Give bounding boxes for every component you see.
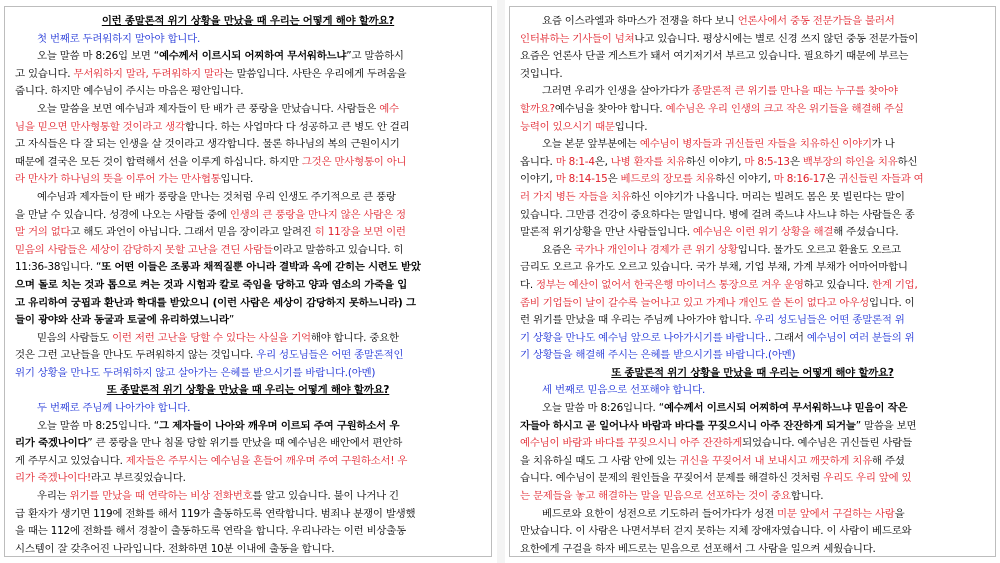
text-run: 무서워하지 말라, 두려워하지 말라 — [73, 67, 224, 80]
text-run: 이야기, — [520, 173, 556, 186]
text-run: 은, — [594, 155, 611, 168]
text-line — [15, 470, 481, 488]
text-run: 고 자식들은 다 잘 되는 인생을 살 것이라고 생각합니다. 물론 하나님의 복의 근원이시기 — [15, 138, 400, 151]
text-run: 믿음의 사람들은 세상이 감당하지 못할 고난을 견딘 사람들 — [15, 243, 273, 256]
text-line — [520, 224, 985, 242]
text-run: 리가 죽겠나이다! — [15, 472, 91, 485]
text-run: 종말론적 큰 위기를 만나을 때는 누구를 찾아야 — [692, 85, 898, 98]
text-line — [520, 31, 985, 49]
text-run: 우리는 — [37, 490, 70, 503]
text-line — [15, 189, 481, 207]
text-run: 요즘은 언론사 단골 게스트가 돼서 여기저기서 부르고 있습니다. 필요하기 때문에 부르는 — [520, 50, 909, 63]
text-run: 시스템이 잘 갖추어진 나라입니다. 전화하면 10분 이내에 출동을 합니다. — [15, 542, 335, 555]
text-run: 입니다. — [220, 173, 254, 186]
text-run: 오늘 말씀 마 8:25입니다. “ — [37, 419, 159, 432]
text-run: 리가 죽겠나이다 — [15, 437, 88, 450]
section-heading — [520, 365, 985, 383]
text-run: 고 해도 과언이 아닙니다. 그래서 믿음 장이라고 알려진 — [70, 226, 315, 239]
text-line — [520, 242, 985, 260]
text-run: 위기를 만났을 때 연락하는 비상 전화번호 — [69, 490, 253, 503]
text-run: 입니다. — [614, 120, 648, 133]
text-run: 예수님이 바람과 바다를 꾸짖으시니 아주 잔잔하게 — [520, 437, 743, 450]
right-page — [509, 6, 996, 557]
text-run: 해 주셨 — [872, 454, 905, 467]
text-line — [520, 259, 985, 277]
text-line — [520, 48, 985, 66]
text-run: 오늘 본문 앞부분에는 — [542, 138, 640, 151]
text-run: 자들아 하시고 곧 일어나사 바람과 바다를 꾸짖으시니 아주 잔잔하게 되거늘 — [520, 419, 856, 432]
text-run: 이런 저런 고난을 당할 수 있다는 사실을 기억 — [112, 331, 311, 344]
text-line — [520, 453, 985, 471]
text-run: 급 환자가 생기면 119에 전화를 해서 119가 출동하도록 연락합니다. 범죄나 분쟁이 발생했 — [15, 507, 416, 520]
text-line — [520, 119, 985, 137]
text-run: 마 8:14-15 — [555, 173, 608, 186]
text-run: 하고 있습니다. — [803, 278, 873, 291]
text-line — [15, 259, 481, 277]
text-run: 를 알고 있습니다. 불이 나거나 긴 — [252, 490, 399, 503]
section-heading — [15, 13, 481, 31]
text-run: 나병 환자를 치유 — [610, 155, 686, 168]
text-run: 또 종말론적 위기 상황을 만났을 때 우리는 어떻게 해야 할까요? — [106, 384, 390, 397]
text-line — [15, 66, 481, 84]
text-line — [520, 101, 985, 119]
text-run: 정부는 예산이 없어서 한국은행 마이너스 통장으로 겨우 운영 — [536, 278, 804, 291]
text-run: 은 — [789, 155, 803, 168]
text-run: 백부장의 하인을 치유 — [802, 155, 898, 168]
text-run: 해 주셨습니다. — [833, 226, 899, 239]
text-run: 마 8:1-4 — [555, 155, 595, 168]
text-line — [15, 523, 481, 541]
text-run: 나고 있습니다. 평상시에는 별로 신경 쓰지 않던 중동 전문가들이 — [634, 32, 919, 45]
text-line — [15, 207, 481, 225]
text-line — [15, 31, 481, 49]
text-run: 베드로의 장모를 치유 — [620, 173, 716, 186]
text-line — [15, 224, 481, 242]
text-line — [15, 488, 481, 506]
text-run: 할까요? — [520, 102, 555, 115]
text-line — [15, 506, 481, 524]
left-page — [4, 6, 492, 557]
text-run: 옵니다. — [520, 155, 556, 168]
text-run: 라고 부르짖었습니다. — [90, 472, 186, 485]
text-run: 요즘 이스라엘과 하마스가 전쟁을 하다 보니 — [542, 15, 738, 27]
text-run: 것은 그런 고난들을 만나도 두려워하지 않는 것입니다. — [15, 349, 257, 362]
text-run: 말 거의 없다 — [15, 226, 71, 239]
text-run: 입니다. 이 — [868, 296, 915, 309]
text-run: 또 어떤 이들은 조롱과 채찍질뿐 아니라 결박과 옥에 갇히는 시련도 받았 — [101, 261, 421, 274]
text-run: 예수님은 우리 인생의 크고 작은 위기들을 해결해 주실 — [665, 102, 904, 115]
text-line — [15, 277, 481, 295]
text-line — [520, 400, 985, 418]
text-line — [520, 382, 985, 400]
text-line — [520, 330, 985, 348]
text-run: 가 나 — [871, 138, 895, 151]
text-line — [15, 48, 481, 66]
text-run: 말론적 위기상황을 만난 사람들입니다. — [520, 226, 693, 239]
text-line — [520, 312, 985, 330]
text-line — [520, 83, 985, 101]
text-run: 런 위기를 만났을 때 우리는 주님께 나아가야 합니다. — [520, 314, 755, 327]
text-run: 고 있습니다. — [15, 67, 74, 80]
text-line — [15, 347, 481, 365]
text-line — [520, 171, 985, 189]
text-run: 합니다. 하는 사업마다 다 성공하고 큰 병도 안 걸리 — [184, 120, 410, 133]
text-run: 미문 앞에서 구걸하는 사람 — [777, 507, 895, 520]
text-run: 또 종말론적 위기 상황을 만났을 때 우리는 어떻게 해야 할까요? — [611, 366, 894, 379]
text-run: ” 큰 풍랑을 만나 침몰 당할 위기를 만났을 때 예수님은 배안에서 편안하 — [87, 437, 403, 450]
text-line — [15, 330, 481, 348]
text-line — [15, 242, 481, 260]
text-run: 위기 상황을 만나도 두려워하지 않고 살아가는 은혜를 받으시기를 바랍니다.(아멘) — [15, 366, 376, 379]
text-line — [520, 506, 985, 524]
text-line — [520, 66, 985, 84]
text-run: ”고 말씀하시 — [346, 50, 404, 63]
text-line — [15, 83, 481, 101]
text-line — [520, 13, 985, 31]
text-run: 그러면 우리가 인생을 살아가다가 — [542, 85, 693, 98]
text-run: 제자들은 주무시는 예수님을 흔들어 깨우며 주여 구원하소서! 우 — [125, 454, 408, 467]
text-run: 예수님이 여러 분들의 위 — [806, 331, 915, 344]
text-run: 11:36-38입니다. “ — [15, 261, 102, 274]
text-line — [15, 435, 481, 453]
text-run: 오늘 말씀을 보면 예수님과 제자들이 탄 배가 큰 풍랑을 만났습니다. 사람들은 — [37, 102, 380, 115]
text-run: 다. — [520, 278, 537, 291]
text-line — [15, 453, 481, 471]
text-run: 하신 이야기, — [685, 155, 745, 168]
text-run: 금리도 오르고 유가도 오르고 있습니다. 국가 부채, 기업 부채, 가계 부채가 어마어마합니 — [520, 261, 908, 274]
text-run: 을 때는 112에 전화를 해서 경찰이 출동하도록 연락을 합니다. 우리나라는 이런 비상출동 — [15, 525, 406, 538]
text-line — [15, 101, 481, 119]
text-run: 능력이 있으시기 때문 — [520, 120, 615, 133]
text-line — [520, 189, 985, 207]
text-run: 입니다. 물가도 오르고 환율도 오르고 — [737, 243, 901, 256]
text-run: 있습니다. 그만큼 건강이 중요하다는 말입니다. 병에 걸려 죽느냐 사느냐 하는 사람들은 종 — [520, 208, 915, 221]
text-line — [520, 541, 985, 557]
text-line — [15, 418, 481, 436]
text-run: 한계 기업, — [872, 278, 918, 291]
text-run: 마 8:16-17 — [773, 173, 826, 186]
text-run: 예수께서 이르시되 어찌하여 무서워하느냐 — [158, 50, 347, 63]
text-run: 는 문제들을 놓고 해결하는 말을 믿음으로 선포하는 것이 중요 — [520, 490, 791, 503]
text-run: 그것은 만사형통이 아니 — [301, 155, 407, 168]
text-run: 하신 이야기가 나옵니다. 머리는 빌려도 몸은 못 빌린다는 말이 — [630, 190, 905, 203]
text-run: 그 제자들이 나아와 깨우며 이르되 주여 구원하소서 우 — [158, 419, 400, 432]
text-run: 하신 이야기, — [715, 173, 774, 186]
text-run: 하신 — [897, 155, 918, 168]
text-line — [520, 523, 985, 541]
text-run: 는 말씀입니다. 사탄은 우리에게 두려움을 — [223, 67, 407, 80]
text-run: 예수님과 제자들이 탄 배가 풍랑을 만나는 것처럼 우리 인생도 주기적으로 큰 풍랑 — [37, 190, 396, 203]
text-run: 기 상황을 만나도 예수님 앞으로 나아가시기를 바랍니다. — [520, 331, 768, 344]
text-run: 라 만사가 하나님의 뜻을 이루어 가는 만사협통 — [15, 173, 221, 186]
text-run: 우리 성도님들은 어떤 종말론적 위 — [754, 314, 905, 327]
text-run: 해야 합니다. 중요한 — [310, 331, 399, 344]
text-run: 은 — [825, 173, 839, 186]
text-run: 만났습니다. 이 사람은 나면서부터 걷지 못하는 지체 장애자였습니다. 이 사람이 베드로와 — [520, 525, 912, 538]
text-run: 예수님이 병자들과 귀신들린 자들을 치유하신 이야기 — [639, 138, 872, 151]
text-line — [520, 207, 985, 225]
text-run: 때문에 결국은 모든 것이 합력해서 선을 이루게 하십니다. 하지만 — [15, 155, 302, 168]
text-run: 을 — [894, 507, 905, 520]
text-run: 줍니다. 하지만 예수님이 주시는 마음은 평안입니다. — [15, 85, 244, 98]
text-run: 것입니다. — [520, 67, 563, 80]
text-run: 합니다. — [790, 490, 824, 503]
text-line — [520, 470, 985, 488]
text-line — [15, 365, 481, 383]
text-run: 오늘 말씀 마 8:26입니다. “ — [542, 402, 664, 415]
text-run: 귀신을 꾸짖어서 내 보내시고 깨끗하게 치유 — [679, 454, 873, 467]
text-run: 을 치유하실 때도 그 사람 안에 있는 — [520, 454, 680, 467]
text-run: 으며 돌로 치는 것과 톱으로 켜는 것과 시험과 칼로 죽임을 당하고 양과 염소의 가죽을 입 — [15, 278, 408, 291]
text-run: ” — [228, 314, 235, 327]
text-line — [520, 277, 985, 295]
text-run: 우리도 우리 앞에 있 — [823, 472, 912, 485]
text-line — [15, 295, 481, 313]
text-run: 언론사에서 중동 전문가들을 불러서 — [737, 15, 895, 27]
text-run: 좀비 기업들이 날이 갈수록 늘어나고 있고 가계나 개인도 쓸 돈이 없다고 아우성 — [520, 296, 869, 309]
text-run: 첫 번째로 두려워하지 말아야 합니다. — [37, 32, 201, 45]
text-run: 예수께서 이르시되 어찌하여 무서워하느냐 믿음이 작은 — [663, 402, 908, 415]
text-run: 세 번째로 믿음으로 선포해야 합니다. — [542, 384, 706, 397]
text-run: 요즘은 — [542, 243, 575, 256]
text-run: ” 말씀을 보면 — [855, 419, 917, 432]
text-line — [520, 488, 985, 506]
text-line — [15, 171, 481, 189]
text-run: 히 11장을 보면 이런 — [314, 226, 406, 239]
text-run: 오늘 말씀 마 8:26입 보면 “ — [37, 50, 159, 63]
text-line — [520, 295, 985, 313]
text-run: 은 — [607, 173, 621, 186]
text-run: 믿음의 사람들도 — [37, 331, 113, 344]
text-line — [520, 136, 985, 154]
text-run: 마 8:5-13 — [744, 155, 790, 168]
text-line — [520, 418, 985, 436]
text-run: 귀신들린 자들과 여 — [838, 173, 924, 186]
text-run: 이런 종말론적 위기 상황을 만났을 때 우리는 어떻게 해야 할까요? — [101, 15, 395, 27]
text-line — [15, 119, 481, 137]
text-run: 인터뷰하는 기사들이 넘쳐 — [520, 32, 635, 45]
text-run: 들이 광야와 산과 동굴과 토굴에 유리하였느니라 — [15, 314, 229, 327]
text-run: 예수 — [379, 102, 399, 115]
text-run: . 그래서 — [767, 331, 807, 344]
text-run: 베드로와 요한이 성전으로 기도하러 들어가다가 성전 — [542, 507, 778, 520]
text-run: 우리 성도님들은 어떤 종말론적인 — [256, 349, 404, 362]
text-run: 러 가지 병든 자들을 치유 — [520, 190, 631, 203]
text-line — [520, 347, 985, 365]
text-run: 요한에게 구걸을 하자 베드로는 믿음으로 선포해서 그 사람을 일으켜 세웠습니다. — [520, 542, 876, 555]
text-run: 예수님을 찾아야 합니다. — [554, 102, 666, 115]
text-line — [15, 136, 481, 154]
text-line — [520, 154, 985, 172]
text-run: 기 상황들을 해결해 주시는 은혜를 받으시기를 바랍니다.(아멘) — [520, 349, 796, 362]
text-run: 되었습니다. 예수님은 귀신들린 사람들 — [742, 437, 912, 450]
text-run: 국가나 개인이나 경제가 큰 위기 상황 — [574, 243, 738, 256]
text-line — [15, 312, 481, 330]
text-line — [520, 435, 985, 453]
text-run: 이라고 말씀하고 있습니다. 히 — [272, 243, 404, 256]
text-line — [15, 154, 481, 172]
text-run: 님을 믿으면 만사형통할 것이라고 생각 — [15, 120, 185, 133]
text-run: 두 번째로 주님께 나아가야 합니다. — [37, 402, 191, 415]
text-run: 을 만날 수 있습니다. 성경에 나오는 사람들 중에 — [15, 208, 230, 221]
page-gutter — [497, 0, 505, 563]
text-line — [15, 400, 481, 418]
section-heading — [15, 382, 481, 400]
text-run: 고 유리하여 궁핍과 환난과 학대를 받았으니 (이런 사람은 세상이 감당하지 못하느니라) 그 — [15, 296, 416, 309]
text-run: 습니다. 예수님이 문제의 원인들을 꾸짖어서 문제를 해결하신 것처럼 — [520, 472, 824, 485]
text-line — [15, 541, 481, 557]
text-run: 인생의 큰 풍랑을 만나지 않은 사람은 정 — [229, 208, 406, 221]
text-run: 예수님은 이런 위기 상황을 해결 — [692, 226, 834, 239]
text-run: 게 주무시고 있었습니다. — [15, 454, 126, 467]
